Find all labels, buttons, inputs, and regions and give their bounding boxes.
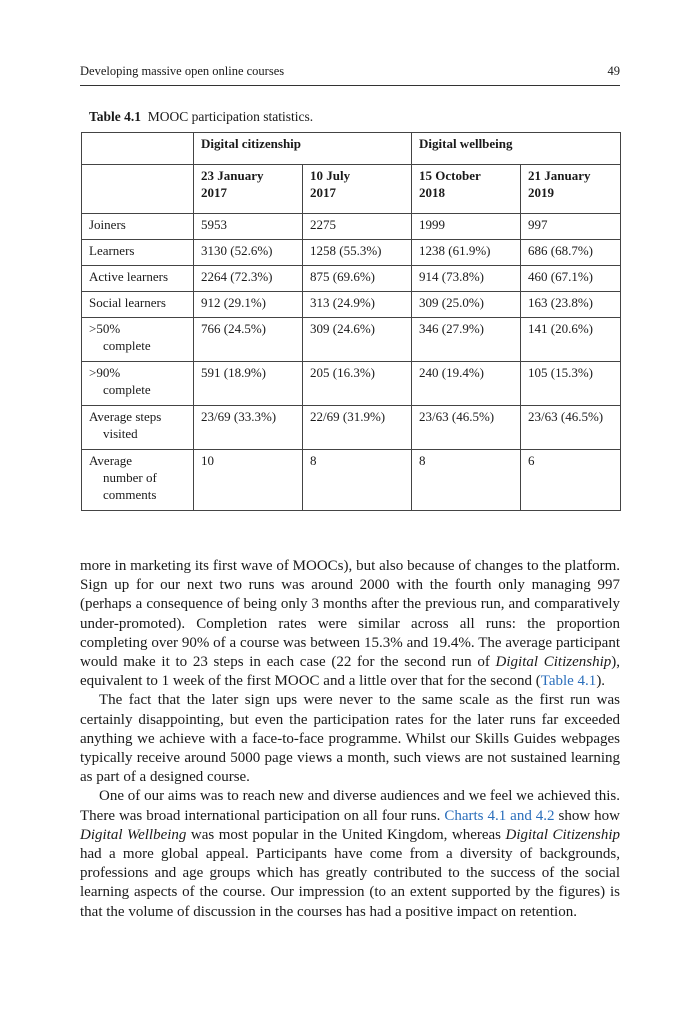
running-title: Developing massive open online courses — [80, 64, 285, 78]
table-corner-cell — [82, 165, 194, 214]
table-cell: 5953 — [194, 214, 303, 240]
row-label: >90% complete — [82, 362, 194, 406]
table-caption-text: MOOC participation statistics. — [147, 109, 314, 124]
table-row-active-learners — [82, 266, 621, 292]
table-cell: 205 (16.3%) — [303, 362, 412, 406]
table-cell: 23/63 (46.5%) — [521, 406, 621, 450]
table-cell: 1999 — [412, 214, 521, 240]
table-date-header-row — [82, 165, 621, 214]
table-row-average-steps — [82, 406, 621, 450]
table-caption — [89, 109, 313, 125]
table-cell: 141 (20.6%) — [521, 318, 621, 362]
table-cell: 346 (27.9%) — [412, 318, 521, 362]
table-cell: 591 (18.9%) — [194, 362, 303, 406]
date-header: 23 January 2017 — [194, 165, 303, 214]
charts-reference-link[interactable]: Charts 4.1 and 4.2 — [444, 807, 555, 824]
table-cell: 2264 (72.3%) — [194, 266, 303, 292]
table-row-joiners — [82, 214, 621, 240]
table-cell: 10 — [194, 450, 303, 511]
table-cell: 309 (25.0%) — [412, 292, 521, 318]
group-header-digital-citizenship: Digital citizenship — [194, 133, 412, 165]
table-cell: 105 (15.3%) — [521, 362, 621, 406]
table-cell: 460 (67.1%) — [521, 266, 621, 292]
row-label: Average steps visited — [82, 406, 194, 450]
table-cell: 8 — [412, 450, 521, 511]
row-label: >50% complete — [82, 318, 194, 362]
table-cell: 1258 (55.3%) — [303, 240, 412, 266]
table-group-header-row — [82, 133, 621, 165]
page-number: 49 — [607, 64, 620, 78]
table-cell: 875 (69.6%) — [303, 266, 412, 292]
table-cell: 914 (73.8%) — [412, 266, 521, 292]
table-row-90-complete — [82, 362, 621, 406]
row-label: Average number of comments — [82, 450, 194, 511]
table-cell: 686 (68.7%) — [521, 240, 621, 266]
date-header: 10 July 2017 — [303, 165, 412, 214]
participation-table — [81, 132, 621, 511]
table-label: Table 4.1 — [89, 109, 142, 124]
date-header: 15 October 2018 — [412, 165, 521, 214]
paragraph: more in marketing its first wave of MOOCs), but also because of changes to the platform. Sign up for our next two runs was around 2000 with the fourth only managing 997 (perhaps a consequence of being only 3 months after the previous run, and comparatively under-promoted). Completion rates were similar across all runs: the proportion completing over 90% of a course was between 15.3% and 19.4%. The average participant would make it to 23 steps in each case (22 for the second run of Digital Citizenship), equivalent to 1 week of the first MOOC and a little over that for the second (Table 4.1). — [80, 558, 620, 690]
table-row-social-learners — [82, 292, 621, 318]
table-cell: 6 — [521, 450, 621, 511]
table-cell: 2275 — [303, 214, 412, 240]
table-reference-link[interactable]: Table 4.1 — [540, 673, 597, 690]
table-cell: 309 (24.6%) — [303, 318, 412, 362]
table-cell: 163 (23.8%) — [521, 292, 621, 318]
table-cell: 912 (29.1%) — [194, 292, 303, 318]
paragraph: The fact that the later sign ups were never to the same scale as the first run was certainly disappointing, but even the participation rates for the later runs far exceeded anything we achieve with a face-to-face programme. Whilst our Skills Guides webpages typically receive around 5000 page views a month, such views are not sustained learning as part of a designed course. — [80, 692, 620, 786]
table-corner-cell — [82, 133, 194, 165]
table-cell: 766 (24.5%) — [194, 318, 303, 362]
table-cell: 3130 (52.6%) — [194, 240, 303, 266]
table-cell: 313 (24.9%) — [303, 292, 412, 318]
table-row-average-comments — [82, 450, 621, 511]
row-label: Learners — [82, 240, 194, 266]
table-cell: 23/63 (46.5%) — [412, 406, 521, 450]
table-row-learners — [82, 240, 621, 266]
running-header — [80, 64, 620, 79]
table-cell: 997 — [521, 214, 621, 240]
row-label: Active learners — [82, 266, 194, 292]
row-label: Joiners — [82, 214, 194, 240]
table-cell: 22/69 (31.9%) — [303, 406, 412, 450]
table-cell: 23/69 (33.3%) — [194, 406, 303, 450]
date-header: 21 January 2019 — [521, 165, 621, 214]
body-text — [80, 557, 620, 922]
table-cell: 1238 (61.9%) — [412, 240, 521, 266]
row-label: Social learners — [82, 292, 194, 318]
group-header-digital-wellbeing: Digital wellbeing — [412, 133, 621, 165]
table-row-50-complete — [82, 318, 621, 362]
table-cell: 8 — [303, 450, 412, 511]
header-rule — [80, 85, 620, 86]
table-cell: 240 (19.4%) — [412, 362, 521, 406]
paragraph: One of our aims was to reach new and diverse audiences and we feel we achieved this. There was broad international participation on all four runs. Charts 4.1 and 4.2 show how Digital Wellbeing was most popular in the United Kingdom, whereas Digital Citizenship had a more global appeal. Participants have come from a diversity of backgrounds, professions and age groups which has greatly contributed to the success of the social learning aspects of the course. Our impression (to an extent supported by the figures) is that the volume of discussion in the courses has had a positive impact on retention. — [80, 788, 620, 920]
